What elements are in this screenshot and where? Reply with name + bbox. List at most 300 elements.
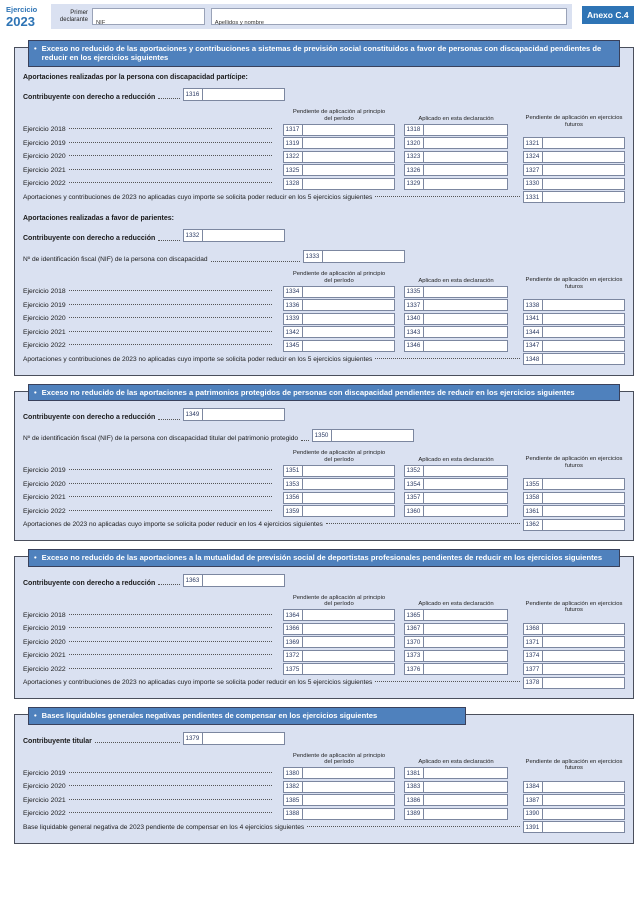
table-patrimonios <box>23 450 625 531</box>
field-box[interactable] <box>523 299 625 311</box>
field-input[interactable] <box>543 327 624 337</box>
field-number: 1389 <box>405 809 424 819</box>
field-input[interactable] <box>303 506 394 516</box>
field-input[interactable] <box>543 506 624 516</box>
field-box[interactable] <box>404 623 508 635</box>
footer-label: Aportaciones de 2023 no aplicadas cuyo importe se solicita poder reducir en los 4 ejercicios siguientes <box>23 521 323 529</box>
section-title: Exceso no reducido de las aportaciones a la mutualidad de previsión social de deportistas profesionales pendientes de reducir en los ejercicios siguientes <box>41 553 603 563</box>
field-box-1379[interactable] <box>183 732 285 745</box>
field-input[interactable] <box>303 466 394 476</box>
field-box[interactable] <box>523 326 625 338</box>
field-input[interactable] <box>543 651 624 661</box>
field-input[interactable] <box>303 782 394 792</box>
bullet-icon: • <box>34 553 37 563</box>
field-box[interactable] <box>283 151 395 163</box>
nif-label: Nº de identificación fiscal (NIF) de la persona con discapacidad <box>23 256 208 264</box>
field-input[interactable] <box>543 664 624 674</box>
field-number: 1350 <box>313 430 332 441</box>
table-row <box>23 178 625 190</box>
field-box[interactable] <box>283 609 395 621</box>
field-number: 1351 <box>284 466 303 476</box>
dotted-leader <box>307 826 520 827</box>
dotted-leader <box>69 469 272 470</box>
field-input[interactable] <box>543 624 624 634</box>
field-box[interactable] <box>283 164 395 176</box>
field-input[interactable] <box>303 493 394 503</box>
field-box[interactable] <box>404 313 508 325</box>
ejercicio-block <box>6 6 50 28</box>
contributor-label: Contribuyente con derecho a reducción <box>23 414 156 422</box>
field-box[interactable] <box>523 808 625 820</box>
field-input[interactable] <box>424 341 507 351</box>
field-input[interactable] <box>303 637 394 647</box>
field-box-1391[interactable] <box>523 821 625 833</box>
field-box-1316[interactable] <box>183 88 285 101</box>
row-label: Ejercicio 2019 <box>23 467 66 475</box>
field-box-1348[interactable] <box>523 353 625 365</box>
field-box[interactable] <box>523 794 625 806</box>
field-box[interactable] <box>283 286 395 298</box>
section-patrimonios-protegidos <box>14 387 634 542</box>
field-input[interactable] <box>424 125 507 135</box>
field-number: 1371 <box>524 637 543 647</box>
field-input[interactable] <box>303 327 394 337</box>
table-row <box>23 299 625 311</box>
section-title-bar <box>28 40 620 67</box>
field-number: 1349 <box>184 409 203 420</box>
field-input[interactable] <box>303 795 394 805</box>
row-label: Ejercicio 2019 <box>23 139 66 147</box>
field-box[interactable] <box>283 465 395 477</box>
field-number: 1364 <box>284 610 303 620</box>
field-input[interactable] <box>303 664 394 674</box>
section-title: Exceso no reducido de las aportaciones y contribuciones a sistemas de previsión social constituidos a favor de personas con discapacidad pendientes de reducir en los ejercicios siguientes <box>41 44 602 63</box>
field-box[interactable] <box>523 623 625 635</box>
field-number: 1342 <box>284 327 303 337</box>
contributor-label: Contribuyente titular <box>23 737 92 745</box>
col-header-futuros: Pendiente de aplicación en ejercicios futuros <box>525 456 623 469</box>
field-number: 1345 <box>284 341 303 351</box>
field-input[interactable] <box>424 782 507 792</box>
field-box[interactable] <box>404 286 508 298</box>
field-input[interactable] <box>303 314 394 324</box>
row-label: Ejercicio 2020 <box>23 783 66 791</box>
dotted-leader <box>69 128 272 129</box>
field-box[interactable] <box>404 137 508 149</box>
field-input[interactable] <box>303 809 394 819</box>
row-label: Ejercicio 2021 <box>23 796 66 804</box>
field-number: 1382 <box>284 782 303 792</box>
field-number: 1340 <box>405 314 424 324</box>
field-box[interactable] <box>283 299 395 311</box>
dotted-leader <box>375 196 520 197</box>
field-input[interactable] <box>203 409 284 420</box>
field-number: 1346 <box>405 341 424 351</box>
field-box-1332[interactable] <box>183 229 285 242</box>
field-box[interactable] <box>283 663 395 675</box>
col-header-aplicado: Aplicado en esta declaración <box>418 277 494 284</box>
field-number: 1369 <box>284 637 303 647</box>
row-label: Ejercicio 2022 <box>23 810 66 818</box>
table-row <box>23 623 625 635</box>
field-box[interactable] <box>404 781 508 793</box>
field-number: 1353 <box>284 479 303 489</box>
table-row <box>23 164 625 176</box>
field-input[interactable] <box>424 610 507 620</box>
field-number: 1328 <box>284 179 303 189</box>
field-input[interactable] <box>303 138 394 148</box>
field-input[interactable] <box>424 466 507 476</box>
field-box[interactable] <box>404 663 508 675</box>
field-box[interactable] <box>404 326 508 338</box>
row-label: Ejercicio 2020 <box>23 638 66 646</box>
field-input[interactable] <box>543 179 624 189</box>
field-input[interactable] <box>543 520 624 530</box>
field-box-1349[interactable] <box>183 408 285 421</box>
table-row <box>23 636 625 648</box>
field-input[interactable] <box>424 651 507 661</box>
contributor-label: Contribuyente con derecho a reducción <box>23 235 156 243</box>
field-number: 1362 <box>524 520 543 530</box>
field-input[interactable] <box>424 768 507 778</box>
field-box[interactable] <box>404 465 508 477</box>
table-row <box>23 492 625 504</box>
dotted-leader <box>69 304 272 305</box>
field-box[interactable] <box>283 478 395 490</box>
dotted-leader <box>301 440 309 441</box>
table-row <box>23 313 625 325</box>
field-box[interactable] <box>283 492 395 504</box>
field-box-1363[interactable] <box>183 574 285 587</box>
declarant-bar <box>51 4 572 29</box>
field-box[interactable] <box>523 313 625 325</box>
annex-badge: Anexo C.4 <box>582 6 634 24</box>
field-box[interactable] <box>283 781 395 793</box>
field-input[interactable] <box>424 624 507 634</box>
field-number: 1344 <box>524 327 543 337</box>
contributor-row <box>23 732 285 745</box>
field-input[interactable] <box>424 314 507 324</box>
footer-label: Aportaciones y contribuciones de 2023 no aplicadas cuyo importe se solicita poder reducir en los 5 ejercicios siguientes <box>23 193 373 201</box>
field-box-1333[interactable] <box>303 250 405 263</box>
dotted-leader <box>69 812 272 813</box>
row-label: Ejercicio 2021 <box>23 328 66 336</box>
table-row <box>23 781 625 793</box>
field-number: 1324 <box>524 152 543 162</box>
field-input[interactable] <box>543 341 624 351</box>
field-number: 1386 <box>405 795 424 805</box>
field-input[interactable] <box>543 637 624 647</box>
field-number: 1374 <box>524 651 543 661</box>
field-number: 1316 <box>184 89 203 100</box>
field-box[interactable] <box>523 636 625 648</box>
field-input[interactable] <box>543 809 624 819</box>
field-input[interactable] <box>303 341 394 351</box>
section-title: Exceso no reducido de las aportaciones a patrimonios protegidos de personas con discapacidad pendientes de reducir en los ejercicios siguientes <box>41 387 575 397</box>
field-box-1362[interactable] <box>523 519 625 531</box>
field-number: 1332 <box>184 230 203 241</box>
field-input[interactable] <box>424 479 507 489</box>
nif-field-label: NIF <box>95 20 106 26</box>
field-box[interactable] <box>404 808 508 820</box>
section-mutualidad-deportistas <box>14 553 634 699</box>
dotted-leader <box>69 510 272 511</box>
nif-label: Nº de identificación fiscal (NIF) de la persona con discapacidad titular del patrimonio protegido <box>23 435 299 443</box>
field-input[interactable] <box>303 165 394 175</box>
field-input[interactable] <box>303 300 394 310</box>
table-row <box>23 794 625 806</box>
field-number: 1329 <box>405 179 424 189</box>
field-number: 1327 <box>524 165 543 175</box>
row-label: Ejercicio 2020 <box>23 153 66 161</box>
field-input[interactable] <box>424 165 507 175</box>
field-number: 1391 <box>524 822 543 832</box>
field-number: 1387 <box>524 795 543 805</box>
field-input[interactable] <box>424 152 507 162</box>
field-input[interactable] <box>543 493 624 503</box>
field-input[interactable] <box>424 795 507 805</box>
field-input[interactable] <box>543 165 624 175</box>
field-input[interactable] <box>203 230 284 241</box>
row-label: Ejercicio 2018 <box>23 288 66 296</box>
field-box[interactable] <box>523 151 625 163</box>
field-number: 1317 <box>284 125 303 135</box>
col-header-pendiente: Pendiente de aplicación al principio del período <box>292 594 386 608</box>
contributor-label: Contribuyente con derecho a reducción <box>23 93 156 101</box>
field-box[interactable] <box>283 767 395 779</box>
name-field[interactable] <box>211 8 567 25</box>
field-box[interactable] <box>283 326 395 338</box>
col-header-futuros: Pendiente de aplicación en ejercicios futuros <box>525 114 623 128</box>
field-box[interactable] <box>404 164 508 176</box>
field-number: 1380 <box>284 768 303 778</box>
field-box[interactable] <box>404 636 508 648</box>
field-input[interactable] <box>203 575 284 586</box>
field-input[interactable] <box>543 314 624 324</box>
field-box[interactable] <box>523 663 625 675</box>
field-box[interactable] <box>283 794 395 806</box>
field-box-1350[interactable] <box>312 429 414 442</box>
field-input[interactable] <box>203 733 284 744</box>
table-row <box>23 137 625 149</box>
field-box[interactable] <box>283 623 395 635</box>
field-box[interactable] <box>283 505 395 517</box>
field-box[interactable] <box>523 340 625 352</box>
field-box[interactable] <box>523 178 625 190</box>
field-box[interactable] <box>523 492 625 504</box>
row-label: Ejercicio 2022 <box>23 665 66 673</box>
field-number: 1363 <box>184 575 203 586</box>
field-number: 1376 <box>405 664 424 674</box>
field-box[interactable] <box>523 478 625 490</box>
field-number: 1318 <box>405 125 424 135</box>
field-box[interactable] <box>523 781 625 793</box>
field-input[interactable] <box>543 822 624 832</box>
table-row <box>23 340 625 352</box>
field-number: 1390 <box>524 809 543 819</box>
field-number: 1373 <box>405 651 424 661</box>
col-header-aplicado: Aplicado en esta declaración <box>418 456 494 463</box>
field-box[interactable] <box>404 505 508 517</box>
field-input[interactable] <box>424 327 507 337</box>
field-box[interactable] <box>523 505 625 517</box>
field-input[interactable] <box>543 795 624 805</box>
field-input[interactable] <box>303 651 394 661</box>
field-number: 1365 <box>405 610 424 620</box>
field-number: 1333 <box>304 251 323 262</box>
table-mutualidad <box>23 595 625 689</box>
ejercicio-year: 2023 <box>6 13 35 29</box>
bullet-icon: • <box>34 387 37 397</box>
row-label: Ejercicio 2021 <box>23 494 66 502</box>
row-label: Ejercicio 2018 <box>23 611 66 619</box>
contributor-label: Contribuyente con derecho a reducción <box>23 579 156 587</box>
dotted-leader <box>158 98 180 99</box>
dotted-leader <box>69 483 272 484</box>
field-input[interactable] <box>323 251 404 262</box>
dotted-leader <box>69 142 272 143</box>
field-box[interactable] <box>283 313 395 325</box>
field-box[interactable] <box>404 178 508 190</box>
field-input[interactable] <box>303 287 394 297</box>
field-box[interactable] <box>404 299 508 311</box>
field-input[interactable] <box>424 493 507 503</box>
name-field-label: Apellidos y nombre <box>214 20 265 26</box>
row-label: Ejercicio 2021 <box>23 166 66 174</box>
table-footer-row <box>23 191 625 203</box>
field-box[interactable] <box>283 636 395 648</box>
dotted-leader <box>69 317 272 318</box>
col-header-aplicado: Aplicado en esta declaración <box>418 759 494 766</box>
field-box[interactable] <box>404 767 508 779</box>
row-label: Ejercicio 2019 <box>23 769 66 777</box>
field-box[interactable] <box>404 340 508 352</box>
field-box[interactable] <box>283 340 395 352</box>
field-number: 1356 <box>284 493 303 503</box>
field-input[interactable] <box>543 192 624 202</box>
bullet-icon: • <box>34 711 37 721</box>
field-input[interactable] <box>303 624 394 634</box>
field-input[interactable] <box>303 125 394 135</box>
field-number: 1334 <box>284 287 303 297</box>
dotted-leader <box>69 182 272 183</box>
field-box-1331[interactable] <box>523 191 625 203</box>
field-input[interactable] <box>424 179 507 189</box>
field-number: 1352 <box>405 466 424 476</box>
section-title-bar <box>28 384 620 401</box>
field-box[interactable] <box>404 492 508 504</box>
field-input[interactable] <box>543 678 624 688</box>
field-box-1378[interactable] <box>523 677 625 689</box>
field-box[interactable] <box>283 808 395 820</box>
field-input[interactable] <box>424 138 507 148</box>
field-number: 1384 <box>524 782 543 792</box>
field-number: 1325 <box>284 165 303 175</box>
col-header-aplicado: Aplicado en esta declaración <box>418 115 494 122</box>
nif-row <box>23 429 405 442</box>
field-box[interactable] <box>283 650 395 662</box>
field-box[interactable] <box>404 124 508 136</box>
col-header-futuros: Pendiente de aplicación en ejercicios futuros <box>525 758 623 772</box>
field-input[interactable] <box>543 479 624 489</box>
field-input[interactable] <box>543 300 624 310</box>
field-box[interactable] <box>404 650 508 662</box>
field-number: 1381 <box>405 768 424 778</box>
row-label: Ejercicio 2021 <box>23 652 66 660</box>
field-input[interactable] <box>303 179 394 189</box>
field-box[interactable] <box>523 650 625 662</box>
col-header-pendiente: Pendiente de aplicación al principio del período <box>292 271 386 284</box>
dotted-leader <box>326 523 520 524</box>
dotted-leader <box>69 785 272 786</box>
field-number: 1354 <box>405 479 424 489</box>
field-input[interactable] <box>424 637 507 647</box>
field-input[interactable] <box>424 300 507 310</box>
field-input[interactable] <box>543 138 624 148</box>
field-input[interactable] <box>424 506 507 516</box>
dotted-leader <box>69 169 272 170</box>
field-number: 1358 <box>524 493 543 503</box>
section-title: Bases liquidables generales negativas pendientes de compensar en los ejercicios siguientes <box>41 711 378 721</box>
contributor-row <box>23 574 285 587</box>
field-input[interactable] <box>303 152 394 162</box>
field-input[interactable] <box>332 430 413 441</box>
nif-field[interactable] <box>92 8 205 25</box>
field-input[interactable] <box>203 89 284 100</box>
field-box[interactable] <box>283 178 395 190</box>
field-number: 1378 <box>524 678 543 688</box>
field-input[interactable] <box>303 768 394 778</box>
dotted-leader <box>375 358 520 359</box>
field-input[interactable] <box>543 152 624 162</box>
field-box[interactable] <box>283 137 395 149</box>
table-footer-row <box>23 677 625 689</box>
field-input[interactable] <box>424 287 507 297</box>
field-input[interactable] <box>543 354 624 364</box>
field-input[interactable] <box>543 782 624 792</box>
field-number: 1331 <box>524 192 543 202</box>
dotted-leader <box>69 496 272 497</box>
dotted-leader <box>69 668 272 669</box>
field-input[interactable] <box>424 664 507 674</box>
field-box[interactable] <box>404 794 508 806</box>
dotted-leader <box>69 331 272 332</box>
field-box[interactable] <box>523 137 625 149</box>
field-box[interactable] <box>404 478 508 490</box>
table-footer-row <box>23 353 625 365</box>
field-input[interactable] <box>424 809 507 819</box>
footer-label: Aportaciones y contribuciones de 2023 no aplicadas cuyo importe se solicita poder reducir en los 5 ejercicios siguientes <box>23 679 373 687</box>
field-number: 1323 <box>405 152 424 162</box>
col-header-pendiente: Pendiente de aplicación al principio del período <box>292 450 386 463</box>
contributor-row <box>23 229 285 242</box>
field-input[interactable] <box>303 610 394 620</box>
field-box[interactable] <box>283 124 395 136</box>
col-header-futuros: Pendiente de aplicación en ejercicios futuros <box>525 277 623 290</box>
col-header-pendiente: Pendiente de aplicación al principio del período <box>292 108 386 122</box>
row-label: Ejercicio 2022 <box>23 180 66 188</box>
field-box[interactable] <box>404 151 508 163</box>
field-box[interactable] <box>404 609 508 621</box>
row-label: Ejercicio 2022 <box>23 507 66 515</box>
field-box[interactable] <box>523 164 625 176</box>
col-header-aplicado: Aplicado en esta declaración <box>418 601 494 608</box>
row-label: Ejercicio 2019 <box>23 625 66 633</box>
field-input[interactable] <box>303 479 394 489</box>
table-row <box>23 650 625 662</box>
field-number: 1367 <box>405 624 424 634</box>
dotted-leader <box>69 627 272 628</box>
